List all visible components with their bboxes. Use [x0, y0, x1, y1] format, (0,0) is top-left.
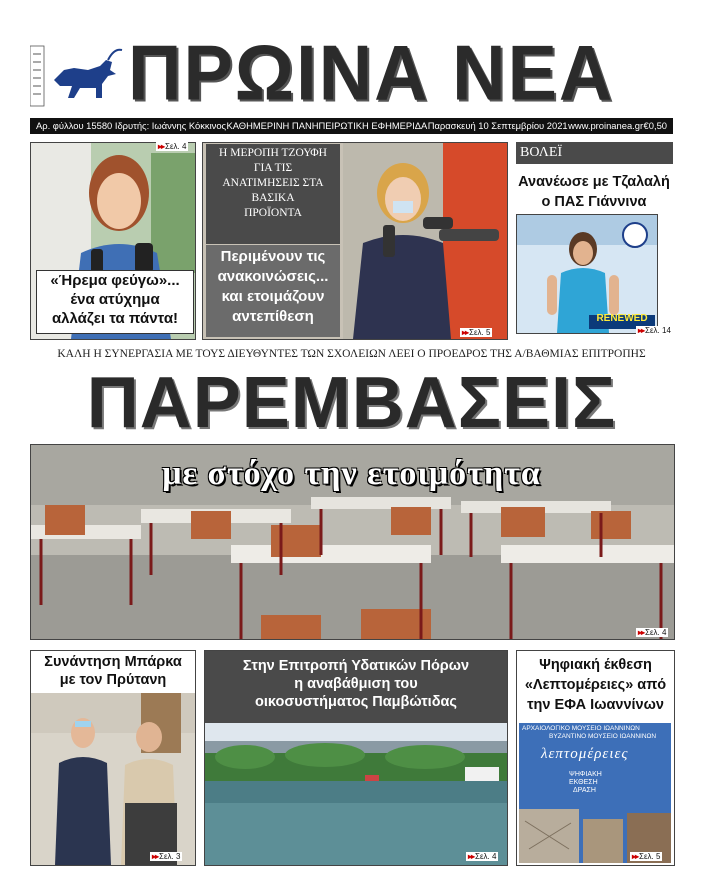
- arrow-icon: ▸▸: [462, 328, 469, 337]
- story-headline-tzoufi: Περιμένουν τις ανακοινώσεις... και ετοιμάζουν αντεπίθεση: [206, 245, 340, 337]
- section-label-volley: ΒΟΛΕΪ: [516, 142, 673, 164]
- website-link[interactable]: www.proinanea.gr: [568, 120, 644, 131]
- newspaper-logo: [30, 40, 125, 110]
- page-ref-bottom-left[interactable]: ▸▸Σελ. 3: [152, 852, 181, 861]
- story-title-digital-exhibition: Ψηφιακή έκθεση «Λεπτομέρειες» από την ΕΦΑ Ιωαννίνων: [517, 655, 674, 715]
- page-ref-top-right[interactable]: ▸▸Σελ. 14: [638, 326, 671, 335]
- arrow-icon: ▸▸: [468, 852, 475, 861]
- story-bottom-left[interactable]: [30, 650, 196, 866]
- main-story-kicker: ΚΑΛΗ Η ΣΥΝΕΡΓΑΣΙΑ ΜΕ ΤΟΥΣ ΔΙΕΥΘΥΝΤΕΣ ΤΩΝ ΣΧΟΛΕΙΩΝ ΛΕΕΙ Ο ΠΡΟΕΔΡΟΣ ΤΗΣ Α/ΒΑΘΜΙΑΣ ΕΠΙΤΡΟΠΗΣ: [57, 348, 646, 360]
- main-headline[interactable]: ΠΑΡΕΜΒΑΣΕΙΣ: [86, 363, 617, 443]
- newspaper-tagline: ΚΑΘΗΜΕΡΙΝΗ ΠΑΝΗΠΕΙΡΩΤΙΚΗ ΕΦΗΜΕΡΙΔΑ: [226, 120, 428, 131]
- story-title-barkas: Συνάντηση Μπάρκα με τον Πρύτανη: [31, 653, 195, 689]
- page-ref-top-left[interactable]: ▸▸Σελ. 4: [158, 142, 187, 151]
- masthead-title[interactable]: ΠΡΩΙΝΑ ΝΕΑ: [128, 28, 615, 117]
- arrow-icon: ▸▸: [158, 142, 165, 151]
- page-ref-bottom-middle[interactable]: ▸▸Σελ. 4: [468, 852, 497, 861]
- page-ref-main[interactable]: ▸▸Σελ. 4: [638, 628, 667, 637]
- page-ref-bottom-right[interactable]: ▸▸Σελ. 5: [632, 852, 661, 861]
- meeting-photo: [31, 693, 195, 865]
- arrow-icon: ▸▸: [638, 326, 645, 335]
- arrow-icon: ▸▸: [632, 852, 639, 861]
- lake-pamvotida-photo: [205, 723, 507, 865]
- story-bottom-middle[interactable]: [204, 650, 508, 866]
- renewed-badge: RENEWED: [596, 313, 648, 324]
- story-title-water-committee: Στην Επιτροπή Υδατικών Πόρων η αναβάθμιση του οικοσυστήματος Παμβώτιδας: [205, 651, 507, 723]
- issue-and-founder: Αρ. φύλλου 15580 Ιδρυτής: Ιωάννης Κόκκινος: [36, 120, 227, 131]
- exhibition-poster: ΑΡΧΑΙΟΛΟΓΙΚΟ ΜΟΥΣΕΙΟ ΙΩΑΝΝΙΝΩΝ ΒΥΖΑΝΤΙΝΟ ΜΟΥΣΕΙΟ ΙΩΑΝΝΙΝΩΝ λεπτομέρειες ΨΗΦΙΑΚΗ ΕΚΘΕΣΗ ΔΡΑΣΗ: [519, 723, 671, 863]
- quote-top-left: «Ήρεμα φεύγω»... ένα ατύχημα αλλάζει τα πάντα!: [36, 270, 194, 334]
- masthead-info-bar: [30, 118, 673, 134]
- story-header-tzoufi: Η ΜΕΡΟΠΗ ΤΖΟΥΦΗ ΓΙΑ ΤΙΣ ΑΝΑΤΙΜΗΣΕΙΣ ΣΤΑ ΒΑΣΙΚΑ ΠΡΟΪΟΝΤΑ: [206, 144, 340, 244]
- story-title-volley[interactable]: Ανανέωσε με Τζαλαλή ο ΠΑΣ Γιάννινα: [514, 172, 674, 212]
- arrow-icon: ▸▸: [152, 852, 159, 861]
- issue-date: Παρασκευή 10 Σεπτεμβρίου 2021: [427, 120, 568, 131]
- main-subheadline: με στόχο την ετοιμότητα: [162, 455, 541, 492]
- arrow-icon: ▸▸: [638, 628, 645, 637]
- story-bottom-right[interactable]: [516, 650, 675, 866]
- page-ref-top-middle[interactable]: ▸▸Σελ. 5: [462, 328, 491, 337]
- issue-price: €0,50: [643, 120, 667, 131]
